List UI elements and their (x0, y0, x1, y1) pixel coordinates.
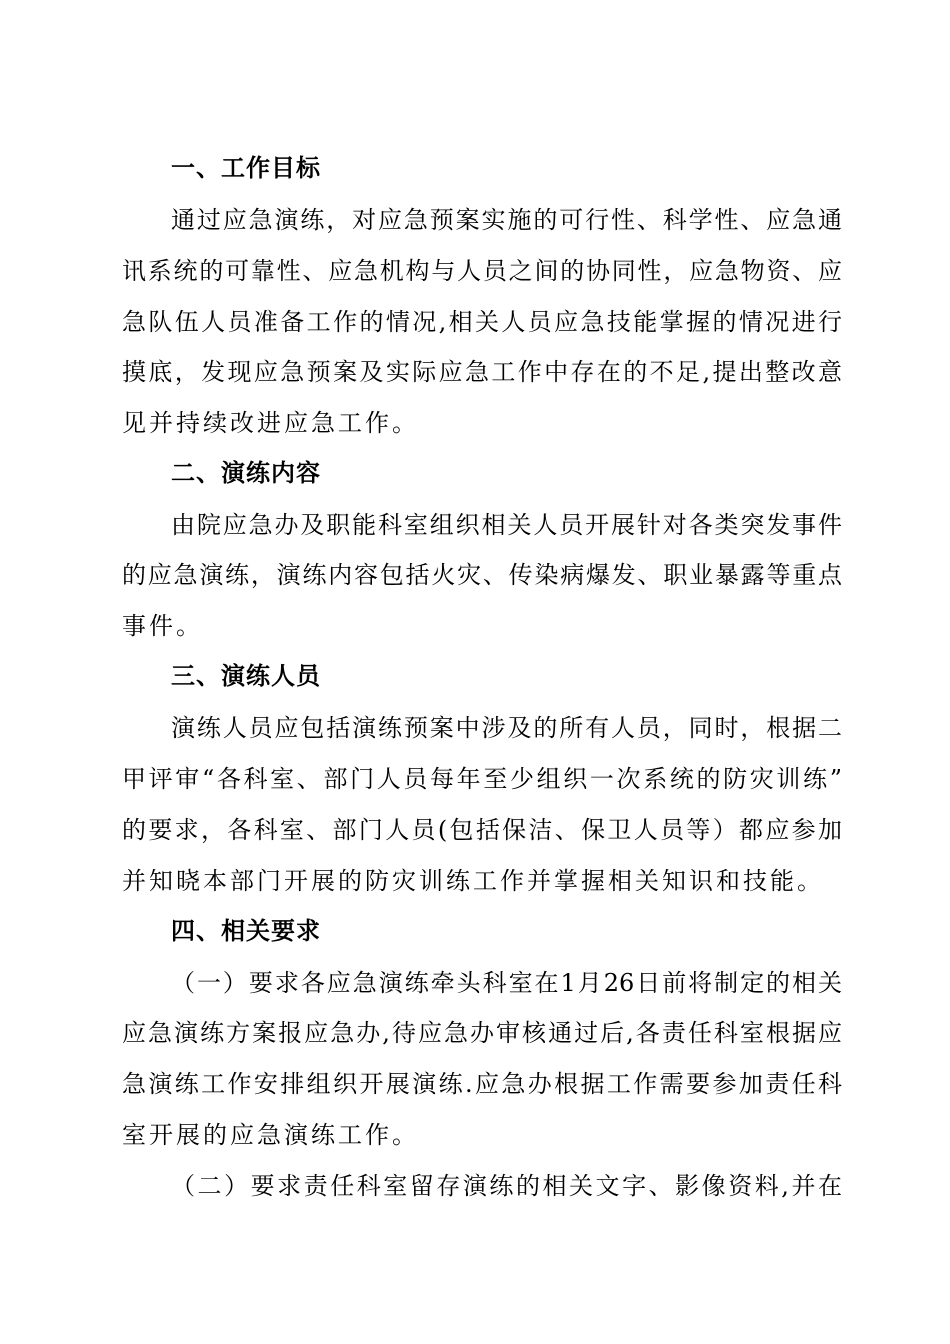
paragraph-line: 的要求，各科室、部门人员(包括保洁、保卫人员等）都应参加 (122, 816, 842, 844)
paragraph-line: 见并持续改进应急工作。 (122, 409, 419, 437)
paragraph-line: 讯系统的可靠性、应急机构与人员之间的协同性，应急物资、应 (122, 257, 842, 285)
section-heading-personnel: 三、演练人员 (171, 662, 321, 690)
paragraph-line: 通过应急演练，对应急预案实施的可行性、科学性、应急通 (171, 206, 842, 234)
section-heading-requirements: 四、相关要求 (171, 917, 321, 945)
section-heading-goals: 一、工作目标 (171, 154, 321, 182)
paragraph-line: 急演练工作安排组织开展演练.应急办根据工作需要参加责任科 (122, 1070, 842, 1098)
paragraph-line: 急队伍人员准备工作的情况,相关人员应急技能掌握的情况进行 (122, 308, 842, 336)
paragraph-line: 摸底，发现应急预案及实际应急工作中存在的不足,提出整改意 (122, 358, 842, 386)
section-heading-content: 二、演练内容 (171, 459, 321, 487)
paragraph-line: 应急演练方案报应急办,待应急办审核通过后,各责任科室根据应 (122, 1019, 842, 1047)
paragraph-line: 并知晓本部门开展的防灾训练工作并掌握相关知识和技能。 (122, 867, 824, 895)
paragraph-line: 演练人员应包括演练预案中涉及的所有人员，同时，根据二 (171, 714, 842, 742)
paragraph-line: （二）要求责任科室留存演练的相关文字、影像资料,并在 (171, 1172, 842, 1200)
paragraph-line: （一）要求各应急演练牵头科室在1月26日前将制定的相关 (171, 969, 842, 997)
paragraph-line: 甲评审“各科室、部门人员每年至少组织一次系统的防灾训练” (122, 765, 842, 793)
paragraph-line: 由院应急办及职能科室组织相关人员开展针对各类突发事件 (171, 511, 842, 539)
paragraph-line: 的应急演练，演练内容包括火灾、传染病爆发、职业暴露等重点 (122, 561, 842, 589)
paragraph-line: 室开展的应急演练工作。 (122, 1121, 419, 1149)
paragraph-line: 事件。 (122, 612, 203, 640)
